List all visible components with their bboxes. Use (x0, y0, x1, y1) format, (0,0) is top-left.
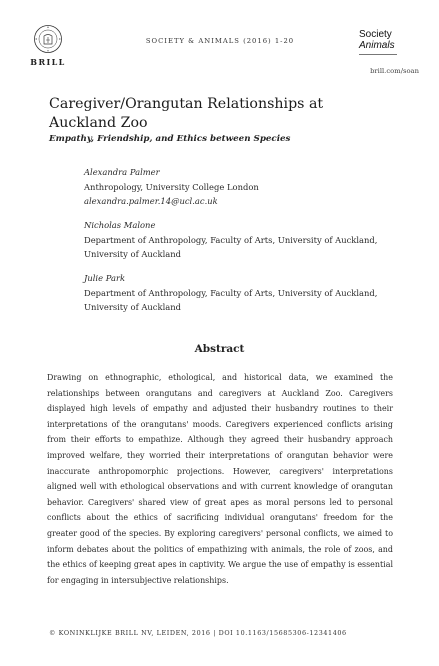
author-name: Alexandra Palmer (84, 167, 160, 177)
abstract-body: Drawing on ethnographic, ethological, and historical data, we examined the relationships between orangutans and caregivers at Auckland Zoo. Caregivers displayed high levels of empathy and adjusted their husbandry routines to their interpretations of the orangutans' moods. Caregivers experienced conflicts arising from their efforts to empathize. Although they agreed their husbandry approach improved welfare, they worried their interpretations of orangutan behavior were inaccurate anthropomorphic projections. However, caregivers' interpretations aligned well with ethological observations and with current knowledge of orangutan behavior. Caregivers' shared view of great apes as moral persons led to personal conflicts about the ethics of sacrificing individual orangutans' freedom for the greater good of the species. By exploring caregivers' personal conflicts, we aimed to inform debates about the politics of empathizing with animals, the role of zoos, and the ethics of keeping great apes in captivity. We argue the use of empathy is essential for engaging in intersubjective relationships. (47, 373, 393, 585)
article-subtitle: Empathy, Friendship, and Ethics between Species (49, 134, 291, 144)
author-affiliation: Anthropology, University College London (84, 181, 259, 192)
page-footer: © KONINKLIJKE BRILL NV, LEIDEN, 2016 | DOI 10.1163/15685306-12341406 (49, 629, 347, 637)
author-affiliation: Department of Anthropology, Faculty of Arts, University of Auckland, (84, 234, 378, 245)
journal-logo-society: Society (359, 29, 392, 40)
author-name: Nicholas Malone (84, 220, 156, 230)
article-title: Caregiver/Orangutan Relationships at Auckland Zoo (49, 96, 324, 131)
author-affiliation: Department of Anthropology, Faculty of Arts, University of Auckland, (84, 287, 378, 298)
journal-citation: SOCIETY & ANIMALS (2016) 1-20 (145, 37, 295, 45)
author-block (84, 165, 404, 209)
journal-logo-rule (359, 54, 397, 55)
brill-logo (28, 24, 68, 67)
author-affiliation: University of Auckland (84, 249, 181, 260)
author-block (84, 271, 404, 315)
publisher-name: BRILL (30, 57, 66, 67)
author-email[interactable]: alexandra.palmer.14@ucl.ac.uk (84, 196, 218, 207)
journal-logo-animals: Animals (359, 40, 395, 51)
author-affiliation: University of Auckland (84, 302, 181, 313)
author-name: Julie Park (84, 273, 126, 283)
abstract-heading: Abstract (194, 343, 245, 355)
brill-seal-icon (33, 24, 63, 54)
journal-url[interactable]: brill.com/soan (370, 67, 419, 75)
author-block (84, 218, 404, 262)
journal-logo (349, 30, 419, 75)
